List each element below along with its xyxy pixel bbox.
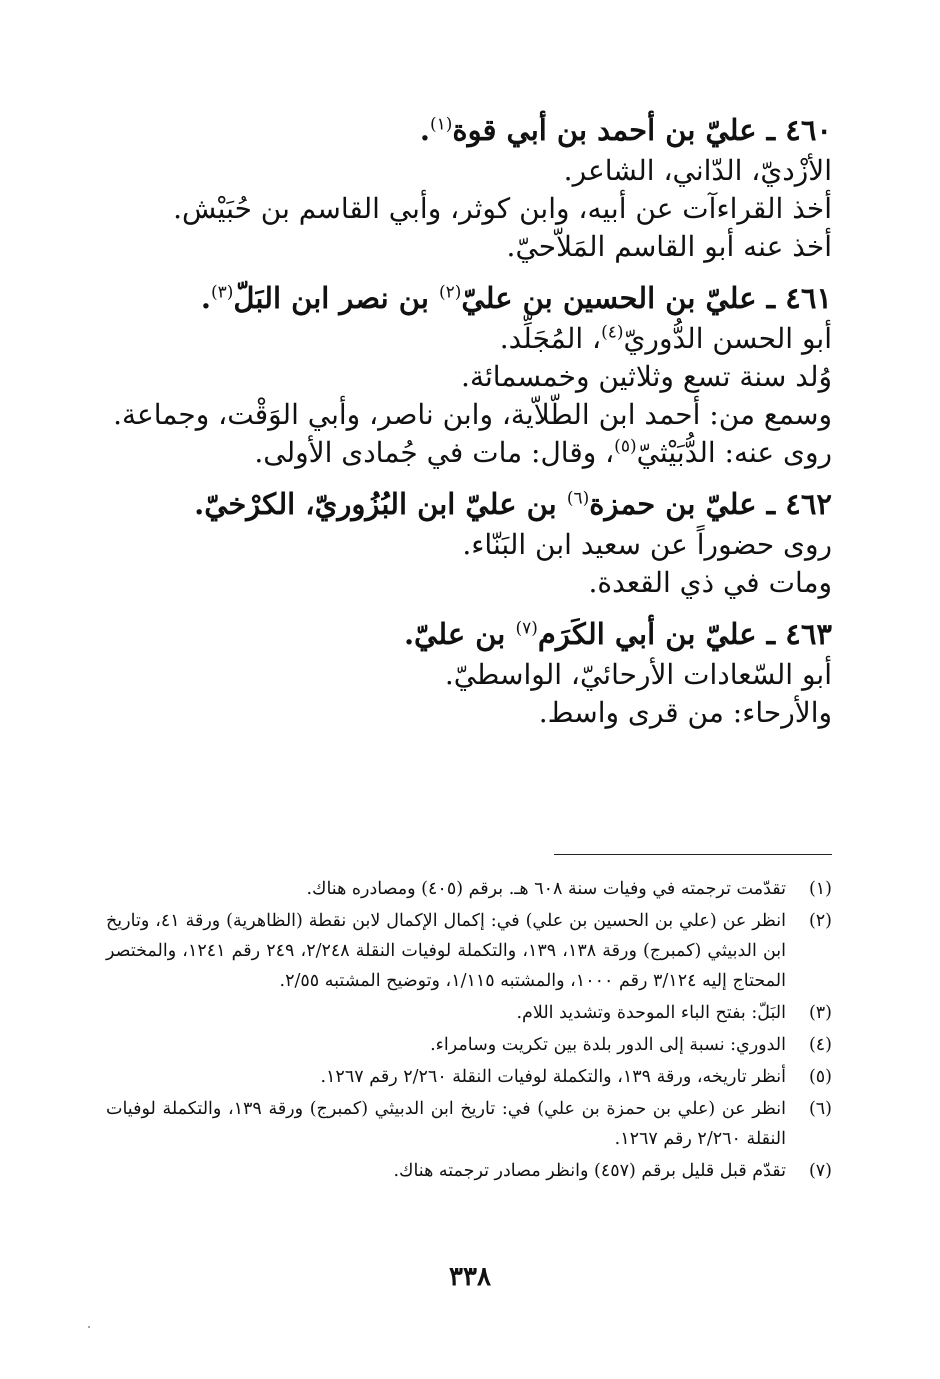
- footnote-7: [106, 1156, 832, 1186]
- line-text: ، المُجَلِّد.: [499, 322, 602, 355]
- entry-463: [112, 612, 832, 732]
- heading-text: ٤٦٢ ـ عليّ بن حمزة: [589, 487, 832, 521]
- entry-462: [112, 482, 832, 602]
- footnote-text: انظر عن (علي بن الحسين بن علي) في: إكمال الإكمال لابن نقطة (الظاهرية) ورقة ٤١، وتاريخ ابن الدبيثي (كمبرج) ورقة ١٣٨، ١٣٩، والتكملة لوفيات النقلة ٢/٢٤٨، ٢٤٩ رقم ١٢٤١، والمختصر المحتاج إليه ٣/١٢٤ رقم ١٠٠٠، والمشتبه ١/١١٥، وتوضيح المشتبه ٢/٥٥.: [106, 911, 787, 991]
- heading-text: بن نصر ابن البَلّ: [233, 281, 439, 315]
- footnote-1: [106, 874, 832, 904]
- main-text: [112, 108, 832, 742]
- footnote-ref: (٢): [439, 282, 462, 303]
- heading-text: ٤٦١ ـ عليّ بن الحسين بن عليّ: [461, 281, 832, 315]
- entry-line: وسمع من: أحمد ابن الطّلاّية، وابن ناصر، وأبي الوَقْت، وجماعة.: [113, 398, 832, 431]
- footnote-3: [106, 998, 832, 1028]
- footnote-text: انظر عن (علي بن حمزة بن علي) في: تاريخ ابن الدبيثي (كمبرج) ورقة ١٣٩، والتكملة لوفيات النقلة ٢/٢٦٠ رقم ١٢٦٧.: [106, 1099, 786, 1149]
- heading-text: ٤٦٠ ـ عليّ بن أحمد بن أبي قوة: [452, 113, 832, 147]
- scan-speck: [88, 1326, 90, 1328]
- footnote-number: (٣): [808, 1003, 832, 1023]
- entry-line: أخذ عنه أبو القاسم المَلاّحيّ.: [506, 230, 832, 263]
- entry-line: الأزْديّ، الدّاني، الشاعر.: [563, 154, 832, 187]
- entry-line: [112, 320, 832, 358]
- entry-461: [112, 276, 832, 472]
- footnote-text: تقدّم قبل قليل برقم (٤٥٧) وانظر مصادر ترجمته هناك.: [393, 1161, 786, 1181]
- heading-text: ٤٦٣ ـ عليّ بن أبي الكَرَم: [537, 617, 832, 651]
- footnote-number: (٧): [808, 1161, 832, 1181]
- entry-line: روى حضوراً عن سعيد ابن البَنّاء.: [462, 528, 832, 561]
- heading-text: .: [419, 113, 430, 147]
- line-text: أبو الحسن الدُّوريّ: [623, 322, 832, 355]
- footnote-6: [106, 1094, 832, 1154]
- footnote-ref: (٤): [601, 322, 624, 343]
- footnote-text: تقدّمت ترجمته في وفيات سنة ٦٠٨ هـ. برقم (٤٠٥) ومصادره هناك.: [306, 879, 786, 899]
- entry-heading: [112, 276, 832, 320]
- footnote-ref: (١): [429, 114, 453, 135]
- line-text: روى عنه: الدُّبَيْثيّ: [636, 436, 832, 469]
- heading-text: بن عليّ ابن البُزُوريّ، الكرْخيّ.: [194, 487, 567, 521]
- footnote-text: أنظر تاريخه، ورقة ١٣٩، والتكملة لوفيات النقلة ٢/٢٦٠ رقم ١٢٦٧.: [320, 1067, 786, 1087]
- footnote-text: الدوري: نسبة إلى الدور بلدة بين تكريت وسامراء.: [430, 1035, 786, 1055]
- footnote-ref: (٧): [515, 618, 538, 639]
- entry-line: ومات في ذي القعدة.: [588, 566, 832, 599]
- footnotes: [106, 874, 832, 1188]
- entry-line: أبو السّعادات الأرحائيّ، الواسطيّ.: [444, 658, 832, 691]
- entry-line: والأرحاء: من قرى واسط.: [538, 696, 832, 729]
- footnote-4: [106, 1030, 832, 1060]
- footnote-number: (٢): [808, 911, 832, 931]
- line-text: ، وقال: مات في جُمادى الأولى.: [254, 436, 615, 469]
- footnote-number: (٤): [808, 1035, 832, 1055]
- heading-text: بن عليّ.: [403, 617, 516, 651]
- page-number: ٣٣٨: [449, 1262, 491, 1292]
- entry-heading: [112, 482, 832, 526]
- footnote-2: [106, 906, 832, 996]
- footnote-number: (٦): [808, 1099, 832, 1119]
- entry-460: [112, 108, 832, 266]
- footnote-divider: [554, 854, 832, 855]
- footnote-ref: (٣): [211, 282, 234, 303]
- heading-text: .: [200, 281, 211, 315]
- entry-line: [112, 434, 832, 472]
- footnote-ref: (٦): [566, 488, 590, 509]
- footnote-number: (١): [808, 879, 832, 899]
- footnote-5: [106, 1062, 832, 1092]
- entry-heading: [112, 108, 832, 152]
- entry-line: أخذ القراءآت عن أبيه، وابن كوثر، وأبي القاسم بن حُبَيْش.: [173, 192, 832, 225]
- entry-line: وُلد سنة تسع وثلاثين وخمسمائة.: [461, 360, 832, 393]
- footnote-ref: (٥): [614, 436, 637, 457]
- footnote-number: (٥): [808, 1067, 832, 1087]
- entry-heading: [112, 612, 832, 656]
- footnote-text: البَلّ: بفتح الباء الموحدة وتشديد اللام.: [516, 1003, 786, 1023]
